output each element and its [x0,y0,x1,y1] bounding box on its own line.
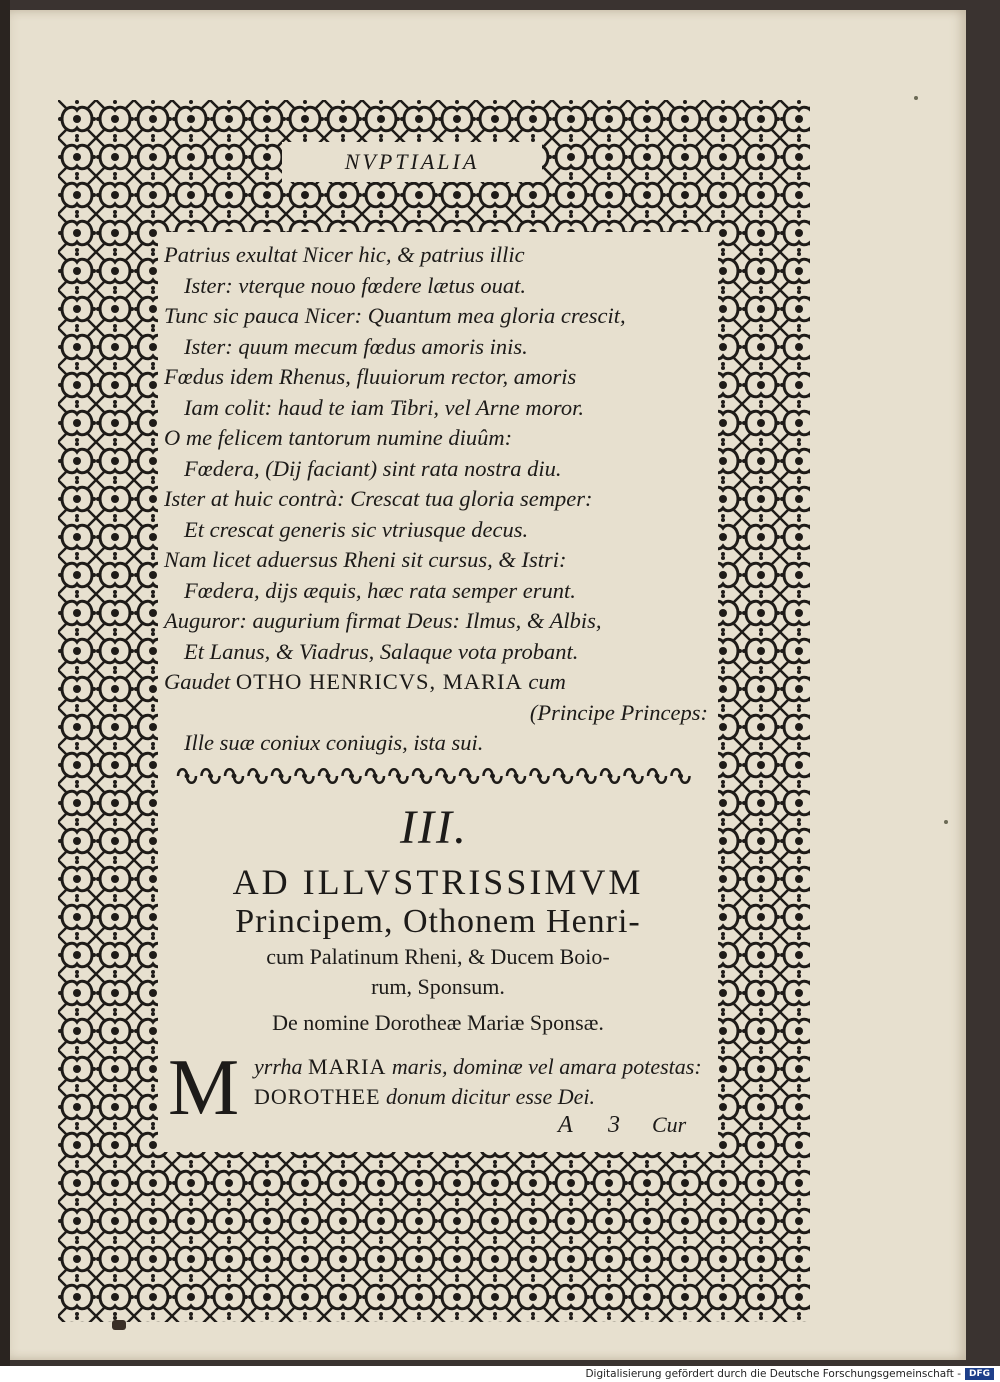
divider-dot [514,774,519,779]
divider-dot [302,774,307,779]
gaudet-post: cum [522,669,566,694]
verse-line-ille: Ille suæ coniux coniugis, ista sui. [184,730,484,755]
divider-dot [584,774,589,779]
divider-dot [373,774,378,779]
verse-line: Tunc sic pauca Nicer: Quantum mea gloria crescit, [164,303,626,328]
verse-line: Fœdera, (Dij faciant) sint rata nostra diu. [184,455,562,481]
divider-dot [396,774,401,779]
epigram-lines [254,1052,724,1112]
heading-line-3: cum Palatinum Rheni, & Ducem Boio- [266,944,610,969]
gaudet-names: OTHO HENRICVS, MARIA [235,669,523,694]
verse-line: Ister: quum mecum fœdus amoris inis. [184,333,528,359]
divider-dot [655,774,660,779]
verse-line: Nam licet aduersus Rheni sit cursus, & Istri: [164,547,567,572]
section-heading [158,862,718,1038]
verse-line: Et crescat generis sic vtriusque decus. [184,516,529,542]
verse-block [158,232,718,759]
verse-line: O me felicem tantorum numine diuûm: [164,425,513,450]
verse-line: Patrius exultat Nicer hic, & patrius illic [164,242,525,267]
signature-number: 3 [608,1112,620,1138]
heading-subtitle: De nomine Dorotheæ Mariæ Sponsæ. [272,1010,604,1035]
verse-line: Fœdus idem Rhenus, fluuiorum rector, amoris [164,364,577,389]
divider-dot [467,774,472,779]
running-header-box [282,142,542,182]
heading-line-4: rum, Sponsum. [371,974,505,999]
signature-mark: A [558,1112,573,1138]
catchword: Cur [652,1112,687,1137]
footer-bar [0,1366,1000,1382]
paper-speck [944,820,948,824]
divider-dot [255,774,260,779]
divider-dot [208,774,213,779]
verse-line: Ister: vterque nouo fœdere lætus ouat. [184,272,527,298]
divider-dot [490,774,495,779]
divider-dot [443,774,448,779]
heading-line-2: Principem, Othonem Henri- [235,903,641,940]
epigram-line-1: yrrha MARIA maris, dominæ vel amara potestas: [254,1054,702,1079]
verse-line: Et Lanus, & Viadrus, Salaque vota probant. [184,638,579,664]
heading-line-1: AD ILLVSTRISSIMVM [232,862,644,902]
ink-smudge [112,1320,126,1330]
divider-dot [349,774,354,779]
funding-note: Digitalisierung gefördert durch die Deutsche Forschungsgemeinschaft - [585,1368,961,1380]
divider-dot [185,774,190,779]
running-header: NVPTIALIA [344,149,480,174]
verse-line: Auguror: augurium firmat Deus: Ilmus, & Albis, [164,608,602,633]
section-numeral: III. [400,801,468,854]
verse-line: Fœdera, dijs æquis, hæc rata semper erunt. [184,577,576,603]
ornamental-divider [175,764,705,788]
gaudet-pre: Gaudet [164,669,236,694]
divider-dot [537,774,542,779]
paper-speck [914,96,918,100]
drop-cap: M [168,1044,240,1132]
verse-line: Ister at huic contrà: Crescat tua gloria semper: [164,486,593,511]
verse-line-gaudet [164,667,718,698]
divider-dot [326,774,331,779]
divider-dot [232,774,237,779]
divider-dot [561,774,566,779]
epigram-line-2: DOROTHEE donum dicitur esse Dei. [254,1084,596,1109]
divider-dot [608,774,613,779]
page-gutter-edge [0,0,10,1366]
divider-dot [678,774,683,779]
divider-dot [279,774,284,779]
dfg-logo: DFG [965,1368,994,1380]
verse-line: Iam colit: haud te iam Tibri, vel Arne moror. [184,394,584,420]
verse-line-princeps: (Principe Princeps: [529,699,708,725]
divider-dot [631,774,636,779]
divider-dot [420,774,425,779]
